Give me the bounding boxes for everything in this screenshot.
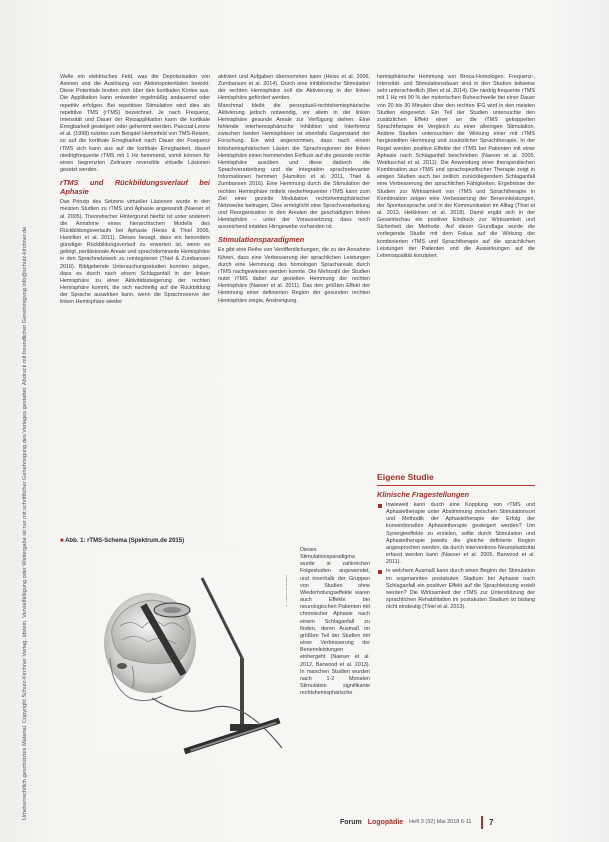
page-footer bbox=[340, 815, 560, 829]
paragraph: Manchmal bleibt die perzeptuell-rechtshemisphärische Aktivierung jedoch notwendig, vor allem in der linken Hemisphäre gesunde Areale zur Verfügung stehen. Eine fehlende interhemisphärische Inhibition und Interferenz zwischen beiden Hemisphären ist ebenfalls Gegenstand der Forschung. Ein wird angenommen, dass nach einem linkshemisphärischen Läsion die Sprachregionen der linken Hemisphäre einen hemmenden Einfluss auf die gesunde rechte Hemisphäre ausüben und diese dadurch die Sprachverarbeitung und die Integration sprachrelevanter Informationen hemmen (Hamilton et al. 2011, Thiel & Zumbansen 2016). Eine Hemmung durch die Stimulation der rechten Hemisphäre mittels niederfrequenter rTMS kann zum Ziel einer gezielte Modulation rechtshemisphärischer Netzwerke beitragen. Dies ermöglicht eine Sprachverarbeitung und Reorganisation in den Arealen der geschädigten linken Hemisphäre – unter der Voraussetzung, dass noch ausreichend intaktes Hirngewebe vorhanden ist. bbox=[218, 102, 370, 231]
subheading: Stimulationsparadigmen bbox=[218, 235, 305, 245]
section-heading: Eigene Studie bbox=[377, 472, 434, 482]
column-1 bbox=[60, 74, 210, 474]
section-rule bbox=[377, 485, 535, 486]
wrapped-text-column: Dieses Stimulationsparadigma wurde in zahlreichen Folgestudien angewendet, und innerhalb der Gruppen von Studien ohne Wiederholungseffekte waren auch Effekte bei neurologischen Patienten mit chronischer Aphasie nach einem Schlaganfall zu finden, deren Ausmaß im größten Teil der Studien mit einer Verbesserung der Benennleistungen einhergeht (Naeser et al. 2012, Barwood et al. 2013). In manchen Studien wurden nach 1-2 Monaten Stimulation signifikante rechtshemisphärische bbox=[300, 547, 370, 697]
paragraph: Das Prinzip des Setzens virtueller Läsionen wurde in den meisten Studien zu rTMS und Aphasie angewandt (Naeser et al. 2005). Theoretischer Hintergrund hierfür ist unter anderem die Annahme eines hierarchischen Modells des Rückbildungsverlaufs bei Aphasie (Heiss & Thiel 2006, Hamilton et al. 2011). Dieses besagt, dass ein besonders günstiger Rückbildungsverlauf zu erwarten ist, wenn es gelingt, periläsionale Areale und sprachdominante Hemisphäre in den Sprachnetzwerk zu reintegrieren (Thiel & Zumbansen 2016). Bildgebende Untersuchungsstudien konnten zeigen, dass es durch nach einem Schlaganfall in der linken Hemisphäre zu einer Aktivitätssteigerung der rechten Hemisphäre kommt, die sich nachteilig auf die Rückbildung der Sprache auswirken kann, wenn die Sprachreserve der linken Hemisphäre wieder bbox=[60, 199, 210, 306]
list-item: Inwieweit kann durch eine Kopplung von rTMS und Aphasietherapie unter Abstimmung zwischen Stimulationsort und Methodik der Aphasietherapie der Erfolg der konventionellen Aphasietherapie gesteigert werden? Um Synergieeffekte zu erzielen, sollte durch Stimulation und Aphasietherapie jeweils die gleiche definierte Region angesprochen werden, da durch interventions-Neuroplastizität erfasst werden kann (Naeser et al. 2005, Barwood et al. 2011). bbox=[377, 502, 535, 566]
issue-info: Heft 3 (32) Mai 2018 6-11 bbox=[409, 819, 472, 825]
footer-divider bbox=[481, 816, 483, 829]
column-3-lower bbox=[377, 466, 535, 816]
column-2 bbox=[218, 74, 370, 414]
paragraph: Welle ein elektrisches Feld, was die Depolarisation von Axonen und die Auslösung von Aktionspotentialen bewirkt. Diese Potentiale breiten sich über den kortikalen Kortex aus. Die Applikation kann entweder regelmäßig andauernd oder repetitiv erfolgen. Bei repetitiver Stimulation wird dies als repetitive TMS (rTMS) bezeichnet. Je nach Frequenz, Intensität und Dauer der Reizapplikation kann die kortikale Erregbarkeit gesteigert oder gehemmt werden. Pascual-Leone et al. (1998) nutzten zum Beispiel Hemmfeld von TMS-Reizen, so auf die kortikale Erregbarkeit nach Dauer der Frequenz rTMS sich kann aus auf die kortikale Erregbarkeit, dauert niedrigfrequente rTMS mit 1 Hz hemmend, somit können für einen begrenzten Zeitraum reversible virtuelle Läsionen gesetzt werden. bbox=[60, 74, 210, 174]
list-item: In welchem Ausmaß kann durch einen Beginn der Stimulation im sogenannten postakuten Stadium bei Aphasie nach Schlaganfall ein positiver Effekt auf die Sprachleistung erzielt werden? Die Wirksamkeit der rTMS zur Unterstützung der sprachlichen Rehabilitation im postakuten Stadium ist bislang nicht eindeutig (Thiel et al. 2013). bbox=[377, 568, 535, 611]
copyright-side-note: Urheberrechtlich geschütztes Material. Copyright Schulz-Kirchner Verlag, Idstein. Vervielfältigung oder Weitergabe ist nur mit schriftlicher Genehmigung des Verlages gestattet. Abdruck mit freundlicher Genehmigung info@schulz-kirchner.de bbox=[22, 226, 28, 820]
subheading: Klinische Fragestellungen bbox=[377, 490, 469, 499]
caption-marker: ■ bbox=[60, 538, 64, 544]
subheading: rTMS und Rückbildungsverlauf bei Aphasie bbox=[60, 178, 210, 197]
journal-name-part: Forum bbox=[340, 818, 362, 826]
paragraph: hemisphärische Hemmung von Broca-Homologen. Frequenz-, Intensität- und Stimulationsdauer sind in den Studien teilweise sehr unterschiedlich (Ren et al. 2014). Die niedrig frequente rTMS mit 1 Hz mit 90 % der motorischen Ruheschwelle bei einer Dauer von 20 bis 30 Minuten über den rechten IFG wird in den meisten Studien eingesetzt. Ein Teil der Studien untersuchte den zusätzlichen Effekt einer an die rTMS gekoppelten Sprachtherapie im Vergleich zu einer alleinigen Stimulation. Andere Studien untersuchten die Wirkung einer mit rTMS hergestellten Hemmung und zusätzlicher Sprachtherapie. In der Regel werden positive Effekte der rTMS bei Patienten mit einer Aphasie nach Schlaganfall beschrieben (Naeser et al. 2005, Weiduschat et al. 2011). Die Anwendung einer therapeutischen Kombination aus rTMS und sprachspezifischer Therapie zeigt in einigen Studien auch bei zeitlich zurückliegendem Schlaganfall eine Verbesserung der sprachlichen Fähigkeiten. Ergebnisse der Studien zur Wirksamkeit von rTMS und Sprachtherapie in Kombination zeigen eine Verbesserung der Benennleistungen, der Spontansprache und in der Kommunikation im Alltag (Thiel et al. 2013, Heikkinen et al. 2018). Damit ergibt sich in der Gesamtschau ein positiver Eindruck zur Wirksamkeit und Sicherheit der Methode. Auf dieser Grundlage wurde die vorliegende Studie mit dem Fokus auf die Wirkung der kombinierten rTMS und Sprachtherapie auf die sprachlichen Leistungen der Patienten und die Auswirkungen auf die Lebensqualität konzipiert. bbox=[377, 74, 535, 259]
journal-name-part: Logopädie bbox=[367, 818, 404, 826]
column-3 bbox=[377, 74, 535, 454]
bullet-list bbox=[377, 502, 535, 611]
figure-rtms-schema bbox=[92, 548, 286, 758]
page-number: 7 bbox=[488, 817, 494, 827]
paragraph: aktiviert und Aufgaben übernommen kann (Heiss et al. 2006, Zumbansen et al. 2014). Durch eine inhibitorische Stimulation der rechten Hemisphäre soll die Aktivierung in der linken Hemisphäre gefördert werden. bbox=[218, 74, 370, 102]
caption-text: Abb. 1: rTMS-Schema (Spektrum.de 2015) bbox=[65, 538, 185, 544]
figure-caption bbox=[60, 538, 280, 544]
paragraph: Es gibt eine Reihe von Veröffentlichungen, die zu der Annahme führen, dass eine Verbesserung der sprachlichen Leistungen durch eine Hemmung des homologen Sprachareals durch rTMS nachgewiesen werden konnte. Die Mehrzahl der Studien nutzt rTMS dabei zur gezielten Hemmung der rechten Hemisphäre (Naeser et al. 2011). Das den größten Effekt der Hemmung einer definierten Region der gesunden rechten Hemisphäre zeigte, Anstrengung. bbox=[218, 247, 370, 304]
